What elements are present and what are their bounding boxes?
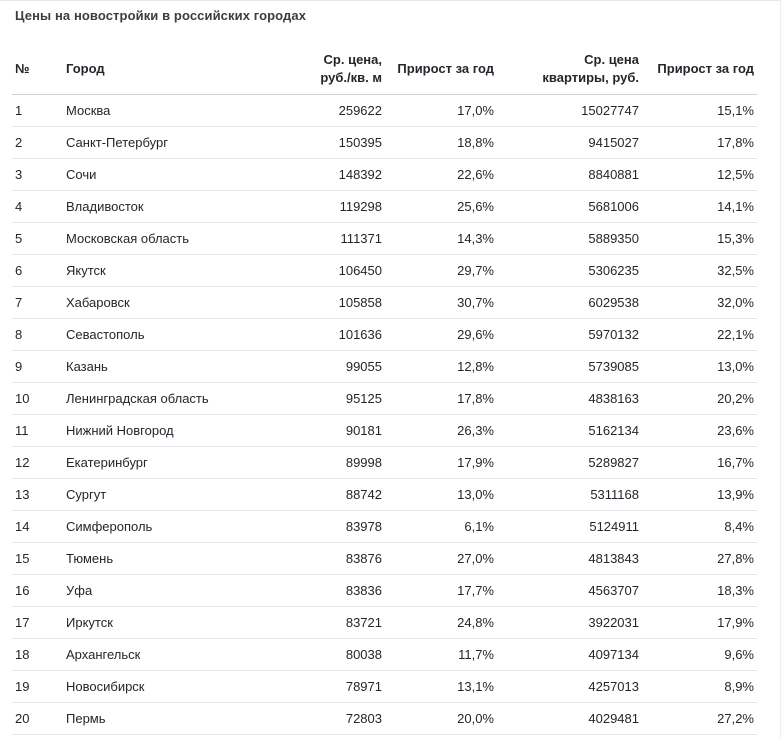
header-avg-price-line2: руб./кв. м [320,70,382,85]
header-avg-price-line1: Ср. цена, [323,52,382,67]
cell-growth-price: 20,0% [385,703,497,735]
cell-apt-price: 4257013 [497,671,642,703]
cell-avg-price: 72803 [239,703,385,735]
header-apt-price [497,44,642,95]
table-row [12,479,757,511]
cell-growth-apt: 13,0% [642,351,757,383]
cell-num: 5 [12,223,64,255]
table-row [12,639,757,671]
cell-apt-price: 5681006 [497,191,642,223]
cell-avg-price: 80038 [239,639,385,671]
cell-growth-price: 11,7% [385,639,497,671]
cell-city: Уфа [64,575,239,607]
table-row [12,383,757,415]
cell-growth-price: 17,0% [385,95,497,127]
header-avg-price [239,44,385,95]
cell-num: 6 [12,255,64,287]
cell-avg-price: 148392 [239,159,385,191]
cell-growth-price: 29,6% [385,319,497,351]
cell-growth-apt: 22,1% [642,319,757,351]
cell-growth-price: 6,1% [385,511,497,543]
top-divider [0,0,781,1]
cell-apt-price: 9415027 [497,127,642,159]
cell-growth-apt: 9,6% [642,639,757,671]
cell-growth-price: 13,1% [385,671,497,703]
cell-city: Сургут [64,479,239,511]
cell-city: Иркутск [64,607,239,639]
cell-growth-apt: 15,3% [642,223,757,255]
cell-city: Нижний Новгород [64,415,239,447]
cell-city: Пермь [64,703,239,735]
cell-city: Якутск [64,255,239,287]
cell-num: 3 [12,159,64,191]
cell-apt-price: 5162134 [497,415,642,447]
cell-num: 15 [12,543,64,575]
cell-growth-apt: 18,3% [642,575,757,607]
cell-growth-price: 17,8% [385,383,497,415]
table-row [12,351,757,383]
cell-growth-apt: 32,0% [642,287,757,319]
cell-apt-price: 5739085 [497,351,642,383]
cell-avg-price: 119298 [239,191,385,223]
header-city: Город [64,44,239,95]
cell-num: 12 [12,447,64,479]
cell-city: Севастополь [64,319,239,351]
table-row [12,191,757,223]
cell-growth-price: 25,6% [385,191,497,223]
cell-growth-apt: 20,2% [642,383,757,415]
cell-growth-price: 12,8% [385,351,497,383]
cell-avg-price: 150395 [239,127,385,159]
cell-city: Московская область [64,223,239,255]
cell-apt-price: 8840881 [497,159,642,191]
cell-growth-price: 22,6% [385,159,497,191]
cell-avg-price: 83978 [239,511,385,543]
header-growth-apt: Прирост за год [642,44,757,95]
cell-growth-apt: 17,9% [642,607,757,639]
cell-growth-price: 27,0% [385,543,497,575]
cell-growth-apt: 14,1% [642,191,757,223]
table-row [12,159,757,191]
cell-growth-apt: 23,6% [642,415,757,447]
cell-growth-price: 18,8% [385,127,497,159]
table-row [12,415,757,447]
cell-growth-price: 24,8% [385,607,497,639]
cell-avg-price: 101636 [239,319,385,351]
cell-num: 7 [12,287,64,319]
cell-avg-price: 89998 [239,447,385,479]
cell-num: 8 [12,319,64,351]
cell-num: 18 [12,639,64,671]
cell-growth-apt: 27,2% [642,703,757,735]
table-row [12,447,757,479]
cell-city: Ленинградская область [64,383,239,415]
header-growth-price: Прирост за год [385,44,497,95]
cell-city: Сочи [64,159,239,191]
cell-growth-apt: 16,7% [642,447,757,479]
cell-num: 20 [12,703,64,735]
cell-city: Новосибирск [64,671,239,703]
cell-apt-price: 5311168 [497,479,642,511]
cell-growth-price: 29,7% [385,255,497,287]
cell-num: 10 [12,383,64,415]
cell-apt-price: 4838163 [497,383,642,415]
cell-num: 9 [12,351,64,383]
table-title: Цены на новостройки в российских городах [15,8,307,23]
cell-growth-price: 30,7% [385,287,497,319]
cell-growth-price: 17,9% [385,447,497,479]
cell-growth-apt: 8,4% [642,511,757,543]
cell-avg-price: 88742 [239,479,385,511]
cell-city: Хабаровск [64,287,239,319]
table-row [12,127,757,159]
cell-apt-price: 5889350 [497,223,642,255]
cell-apt-price: 4029481 [497,703,642,735]
table-row [12,511,757,543]
cell-avg-price: 259622 [239,95,385,127]
cell-growth-apt: 27,8% [642,543,757,575]
cell-apt-price: 5970132 [497,319,642,351]
cell-avg-price: 90181 [239,415,385,447]
cell-growth-price: 13,0% [385,479,497,511]
header-num: № [12,44,64,95]
cell-num: 13 [12,479,64,511]
cell-apt-price: 4097134 [497,639,642,671]
cell-avg-price: 83836 [239,575,385,607]
cell-city: Владивосток [64,191,239,223]
cell-num: 4 [12,191,64,223]
table-body [12,95,757,735]
table-row [12,319,757,351]
cell-apt-price: 3922031 [497,607,642,639]
cell-growth-price: 17,7% [385,575,497,607]
cell-growth-price: 14,3% [385,223,497,255]
cell-growth-apt: 13,9% [642,479,757,511]
cell-city: Тюмень [64,543,239,575]
cell-city: Казань [64,351,239,383]
cell-avg-price: 105858 [239,287,385,319]
cell-apt-price: 6029538 [497,287,642,319]
table-row [12,703,757,735]
cell-city: Екатеринбург [64,447,239,479]
cell-growth-apt: 32,5% [642,255,757,287]
cell-apt-price: 5306235 [497,255,642,287]
cell-avg-price: 111371 [239,223,385,255]
cell-num: 2 [12,127,64,159]
cell-city: Симферополь [64,511,239,543]
table-row [12,543,757,575]
cell-city: Архангельск [64,639,239,671]
table-row [12,287,757,319]
cell-apt-price: 4813843 [497,543,642,575]
cell-num: 1 [12,95,64,127]
cell-city: Москва [64,95,239,127]
prices-table [12,44,757,735]
table-row [12,671,757,703]
cell-apt-price: 4563707 [497,575,642,607]
cell-apt-price: 15027747 [497,95,642,127]
cell-avg-price: 83721 [239,607,385,639]
table-row [12,95,757,127]
table-row [12,223,757,255]
cell-avg-price: 78971 [239,671,385,703]
cell-num: 16 [12,575,64,607]
table-row [12,607,757,639]
header-apt-price-line2: квартиры, руб. [542,70,639,85]
header-apt-price-line1: Ср. цена [584,52,639,67]
cell-num: 11 [12,415,64,447]
cell-num: 17 [12,607,64,639]
cell-avg-price: 83876 [239,543,385,575]
table-row [12,255,757,287]
cell-city: Санкт-Петербург [64,127,239,159]
cell-apt-price: 5124911 [497,511,642,543]
cell-growth-apt: 8,9% [642,671,757,703]
cell-growth-apt: 15,1% [642,95,757,127]
cell-avg-price: 99055 [239,351,385,383]
cell-num: 19 [12,671,64,703]
cell-growth-apt: 12,5% [642,159,757,191]
table-header [12,44,757,95]
header-row [12,44,757,95]
cell-growth-apt: 17,8% [642,127,757,159]
cell-growth-price: 26,3% [385,415,497,447]
table-row [12,575,757,607]
cell-avg-price: 95125 [239,383,385,415]
cell-apt-price: 5289827 [497,447,642,479]
cell-num: 14 [12,511,64,543]
cell-avg-price: 106450 [239,255,385,287]
